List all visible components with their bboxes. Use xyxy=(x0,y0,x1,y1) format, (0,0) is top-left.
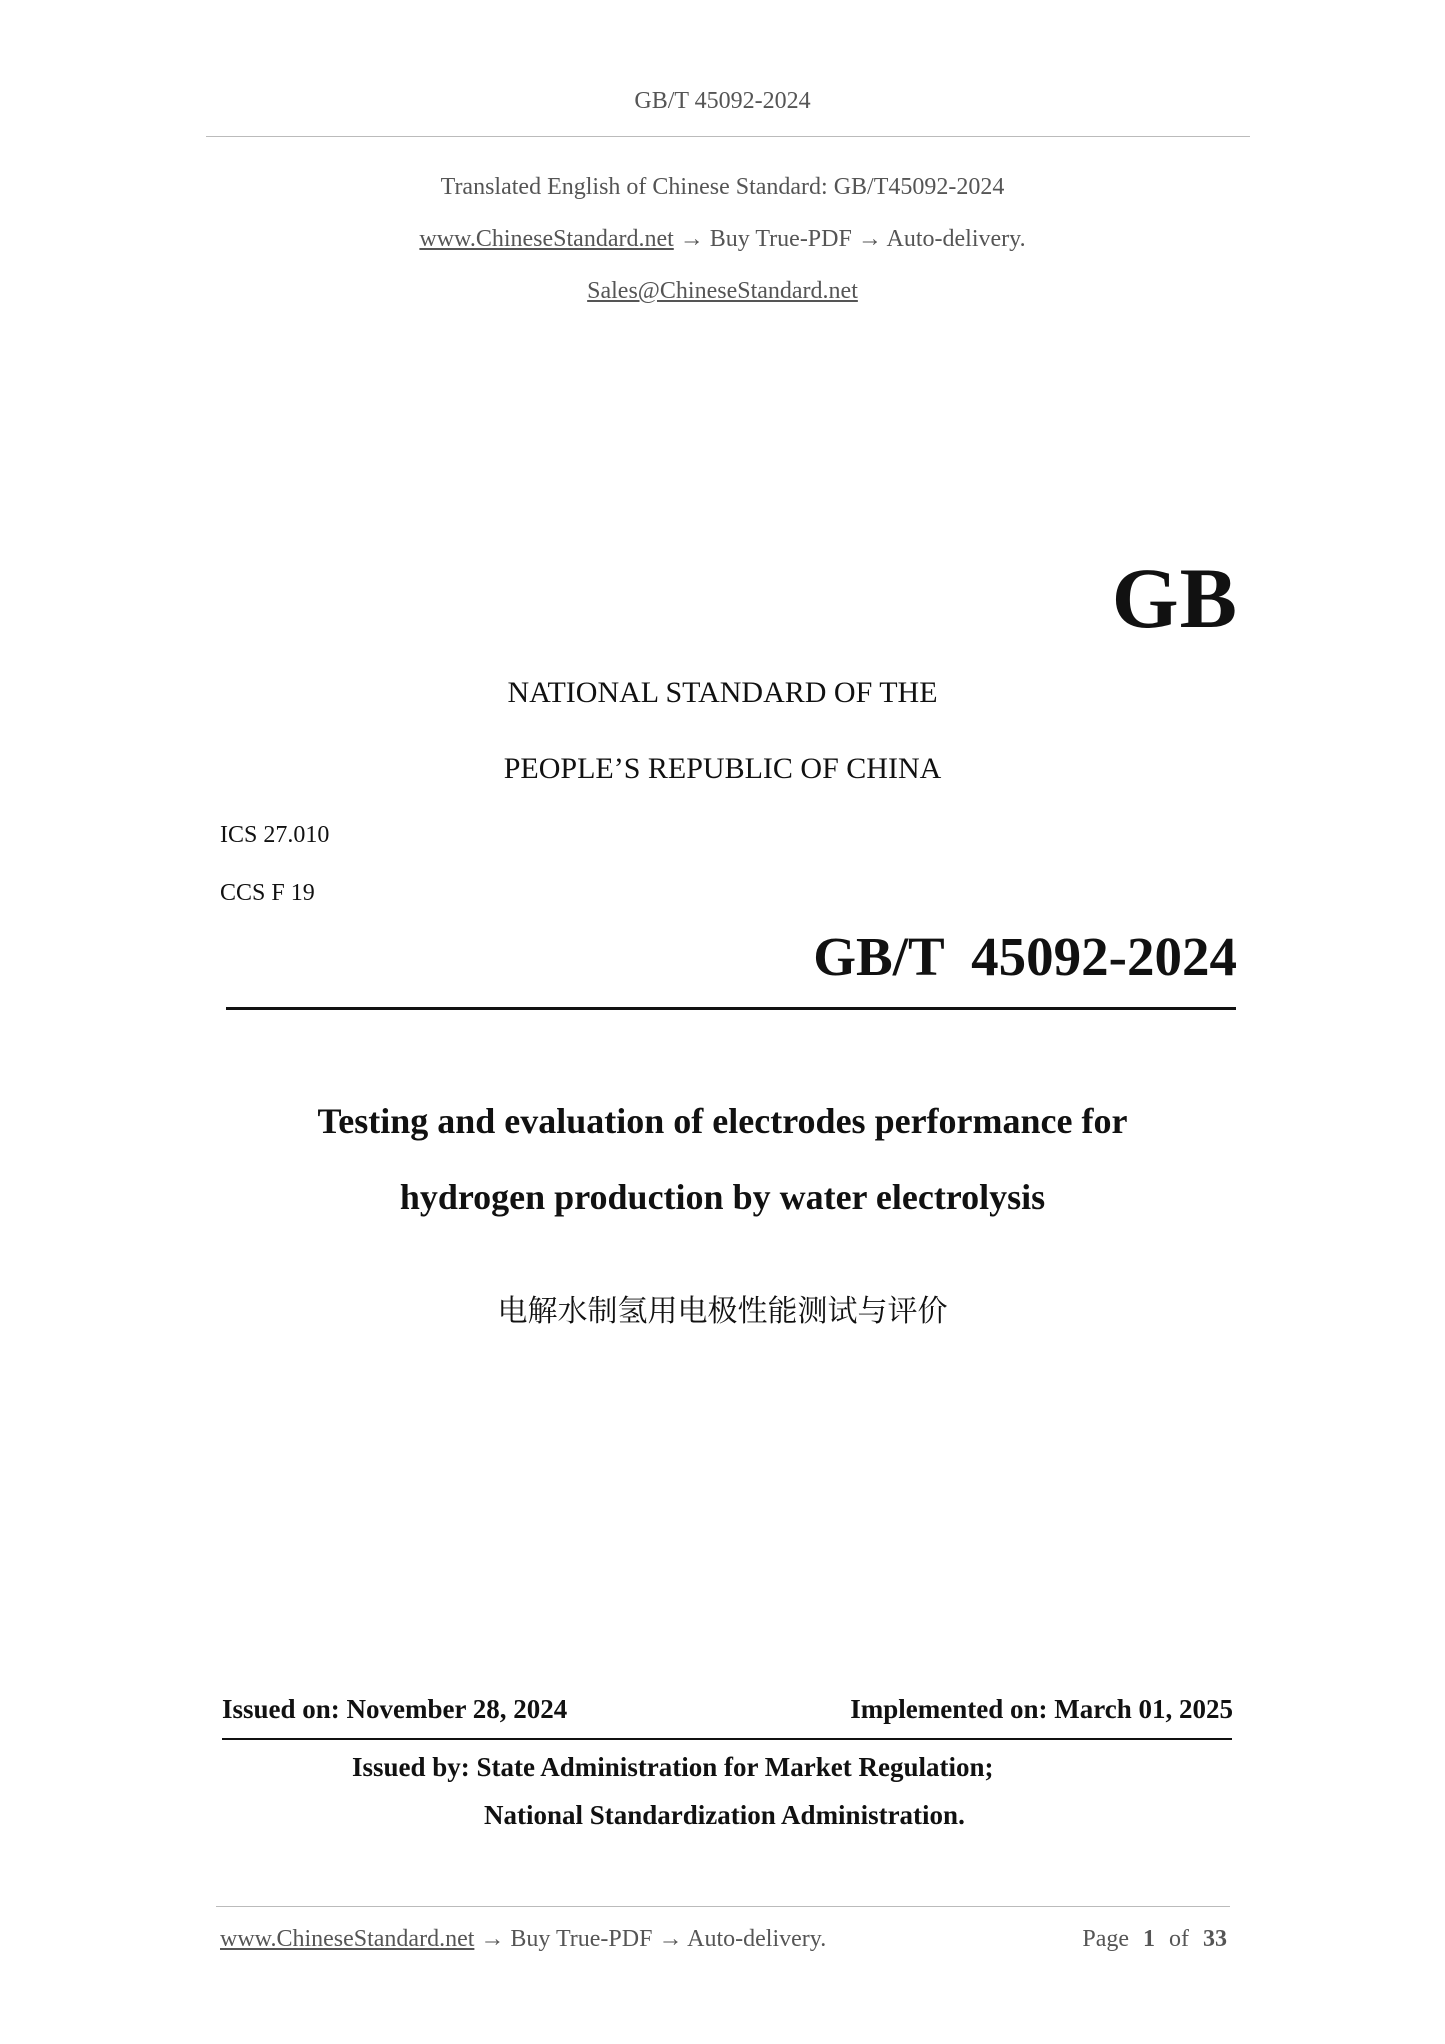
title-chinese: 电解水制氢用电极性能测试与评价 xyxy=(497,1294,948,1329)
page-total: 33 xyxy=(1203,1926,1227,1952)
arrow-right-icon: → xyxy=(480,1926,505,1952)
email-link[interactable]: Sales@ChineseStandard.net xyxy=(587,278,858,304)
national-standard-line1: NATIONAL STANDARD OF THE xyxy=(507,676,938,709)
title-line1: Testing and evaluation of electrodes performance for xyxy=(317,1101,1128,1141)
translation-notice: Translated English of Chinese Standard: GB/T45092-2024 xyxy=(440,174,1005,200)
of-label: of xyxy=(1169,1926,1189,1952)
arrow-right-icon: → xyxy=(679,226,704,252)
national-standard-line2: PEOPLE’S REPUBLIC OF CHINA xyxy=(503,752,942,785)
standard-number-rule xyxy=(226,1007,1236,1010)
gb-logo: GB xyxy=(1111,550,1238,646)
footer-site-link[interactable]: www.ChineseStandard.net xyxy=(220,1926,475,1952)
email-line xyxy=(0,278,1445,305)
issued-by-line1: Issued by: State Administration for Market Regulation; xyxy=(352,1752,994,1782)
arrow-right-icon: → xyxy=(857,226,882,252)
running-header: GB/T 45092-2024 xyxy=(634,88,811,114)
purchase-line xyxy=(0,226,1445,253)
buy-pdf-text: Buy True-PDF xyxy=(709,226,852,252)
issued-on: Issued on: November 28, 2024 xyxy=(222,1694,568,1724)
site-link[interactable]: www.ChineseStandard.net xyxy=(419,226,674,252)
ics-code: ICS 27.010 xyxy=(220,822,330,848)
title-line2: hydrogen production by water electrolysis xyxy=(399,1177,1046,1217)
page-label: Page xyxy=(1082,1926,1129,1952)
ccs-code: CCS F 19 xyxy=(220,880,315,906)
page-indicator xyxy=(1082,1926,1227,1953)
header-divider xyxy=(206,136,1250,137)
standard-number: GB/T 45092-2024 xyxy=(813,926,1237,987)
page-number: 1 xyxy=(1143,1926,1155,1952)
auto-delivery-text: Auto-delivery. xyxy=(886,226,1026,252)
footer-purchase-line xyxy=(220,1926,826,1953)
footer-divider xyxy=(216,1906,1230,1907)
implemented-on: Implemented on: March 01, 2025 xyxy=(850,1694,1233,1724)
auto-delivery-text: Auto-delivery. xyxy=(687,1926,827,1952)
issued-by-line2: National Standardization Administration. xyxy=(484,1800,965,1830)
dates-rule xyxy=(222,1738,1232,1740)
buy-pdf-text: Buy True-PDF xyxy=(510,1926,653,1952)
arrow-right-icon: → xyxy=(658,1926,683,1952)
